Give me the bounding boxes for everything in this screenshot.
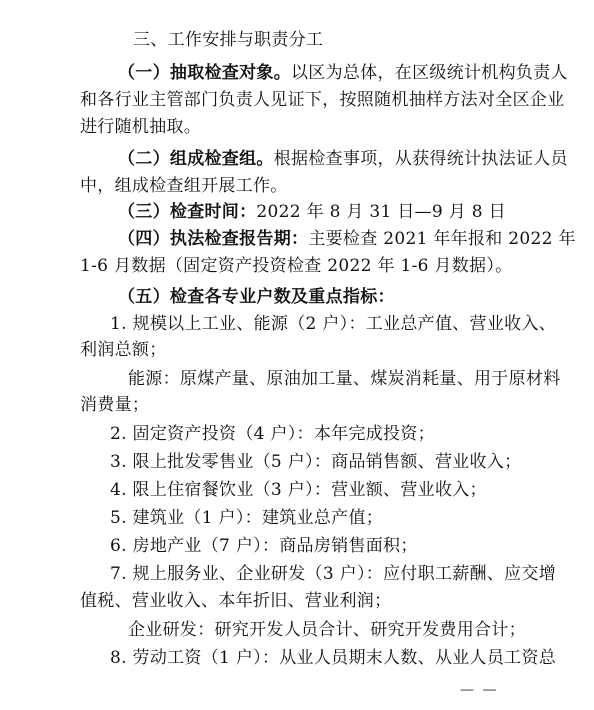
list-item-1-line-2: 利润总额； xyxy=(80,340,167,360)
paragraph-item-4-line-2: 1-6 月数据（固定资产投资检查 2022 年 1-6 月数据）。 xyxy=(80,256,513,276)
paragraph-item-1-line-2: 和各行业主管部门负责人见证下，按照随机抽样方法对全区企业 xyxy=(80,90,565,110)
paragraph-item-1-line-1 xyxy=(118,62,568,84)
item-4-label: （四）执法检查报告期： xyxy=(118,229,309,249)
paragraph-item-2-line-2: 中，组成检查组开展工作。 xyxy=(80,176,288,196)
item-2-text-1: 根据检查事项，从获得统计执法证人员 xyxy=(273,149,568,169)
item-4-text-1: 主要检查 2021 年年报和 2022 年 xyxy=(308,229,576,249)
item-2-label: （二）组成检查组。 xyxy=(118,149,274,169)
paragraph-item-3-line-1 xyxy=(118,201,506,223)
item-1-text-1: 以区为总体，在区级统计机构负责人 xyxy=(291,63,568,83)
item-5-label: （五）检查各专业户数及重点指标： xyxy=(118,287,395,307)
item-3-text-1: 2022 年 8 月 31 日—9 月 8 日 xyxy=(256,202,506,222)
list-item-7-rd-line: 企业研发：研究开发人员合计、研究开发费用合计； xyxy=(128,620,526,640)
paragraph-item-1-line-3: 进行随机抽取。 xyxy=(80,117,202,137)
list-item-7-line-2: 值税、营业收入、本年折旧、营业利润； xyxy=(80,591,392,611)
list-item-1-energy-line-2: 消费量； xyxy=(80,395,150,415)
list-item-1-energy-line-1: 能源：原煤产量、原油加工量、煤炭消耗量、用于原材料 xyxy=(128,369,561,389)
list-item-2: 2. 固定资产投资（4 户）：本年完成投资； xyxy=(110,424,435,444)
list-item-1-line-1: 1. 规模以上工业、能源（2 户）：工业总产值、营业收入、 xyxy=(110,314,557,334)
page-number-marker: — — xyxy=(460,682,499,698)
paragraph-item-4-line-1 xyxy=(118,228,576,250)
item-1-label: （一）抽取检查对象。 xyxy=(118,63,291,83)
list-item-3: 3. 限上批发零售业（5 户）：商品销售额、营业收入； xyxy=(110,452,522,472)
list-item-4: 4. 限上住宿餐饮业（3 户）：营业额、营业收入； xyxy=(110,480,487,500)
list-item-6: 6. 房地产业（7 户）：商品房销售面积； xyxy=(110,536,418,556)
list-item-8-line-1: 8. 劳动工资（1 户）：从业人员期末人数、从业人员工资总 xyxy=(110,648,557,668)
section-heading: 三、工作安排与职责分工 xyxy=(133,30,324,50)
list-item-7-line-1: 7. 规上服务业、企业研发（3 户）：应付职工薪酬、应交增 xyxy=(110,564,557,584)
item-3-label: （三）检查时间： xyxy=(118,202,257,222)
paragraph-item-2-line-1 xyxy=(118,148,568,170)
list-item-5: 5. 建筑业（1 户）：建筑业总产值； xyxy=(110,508,384,528)
